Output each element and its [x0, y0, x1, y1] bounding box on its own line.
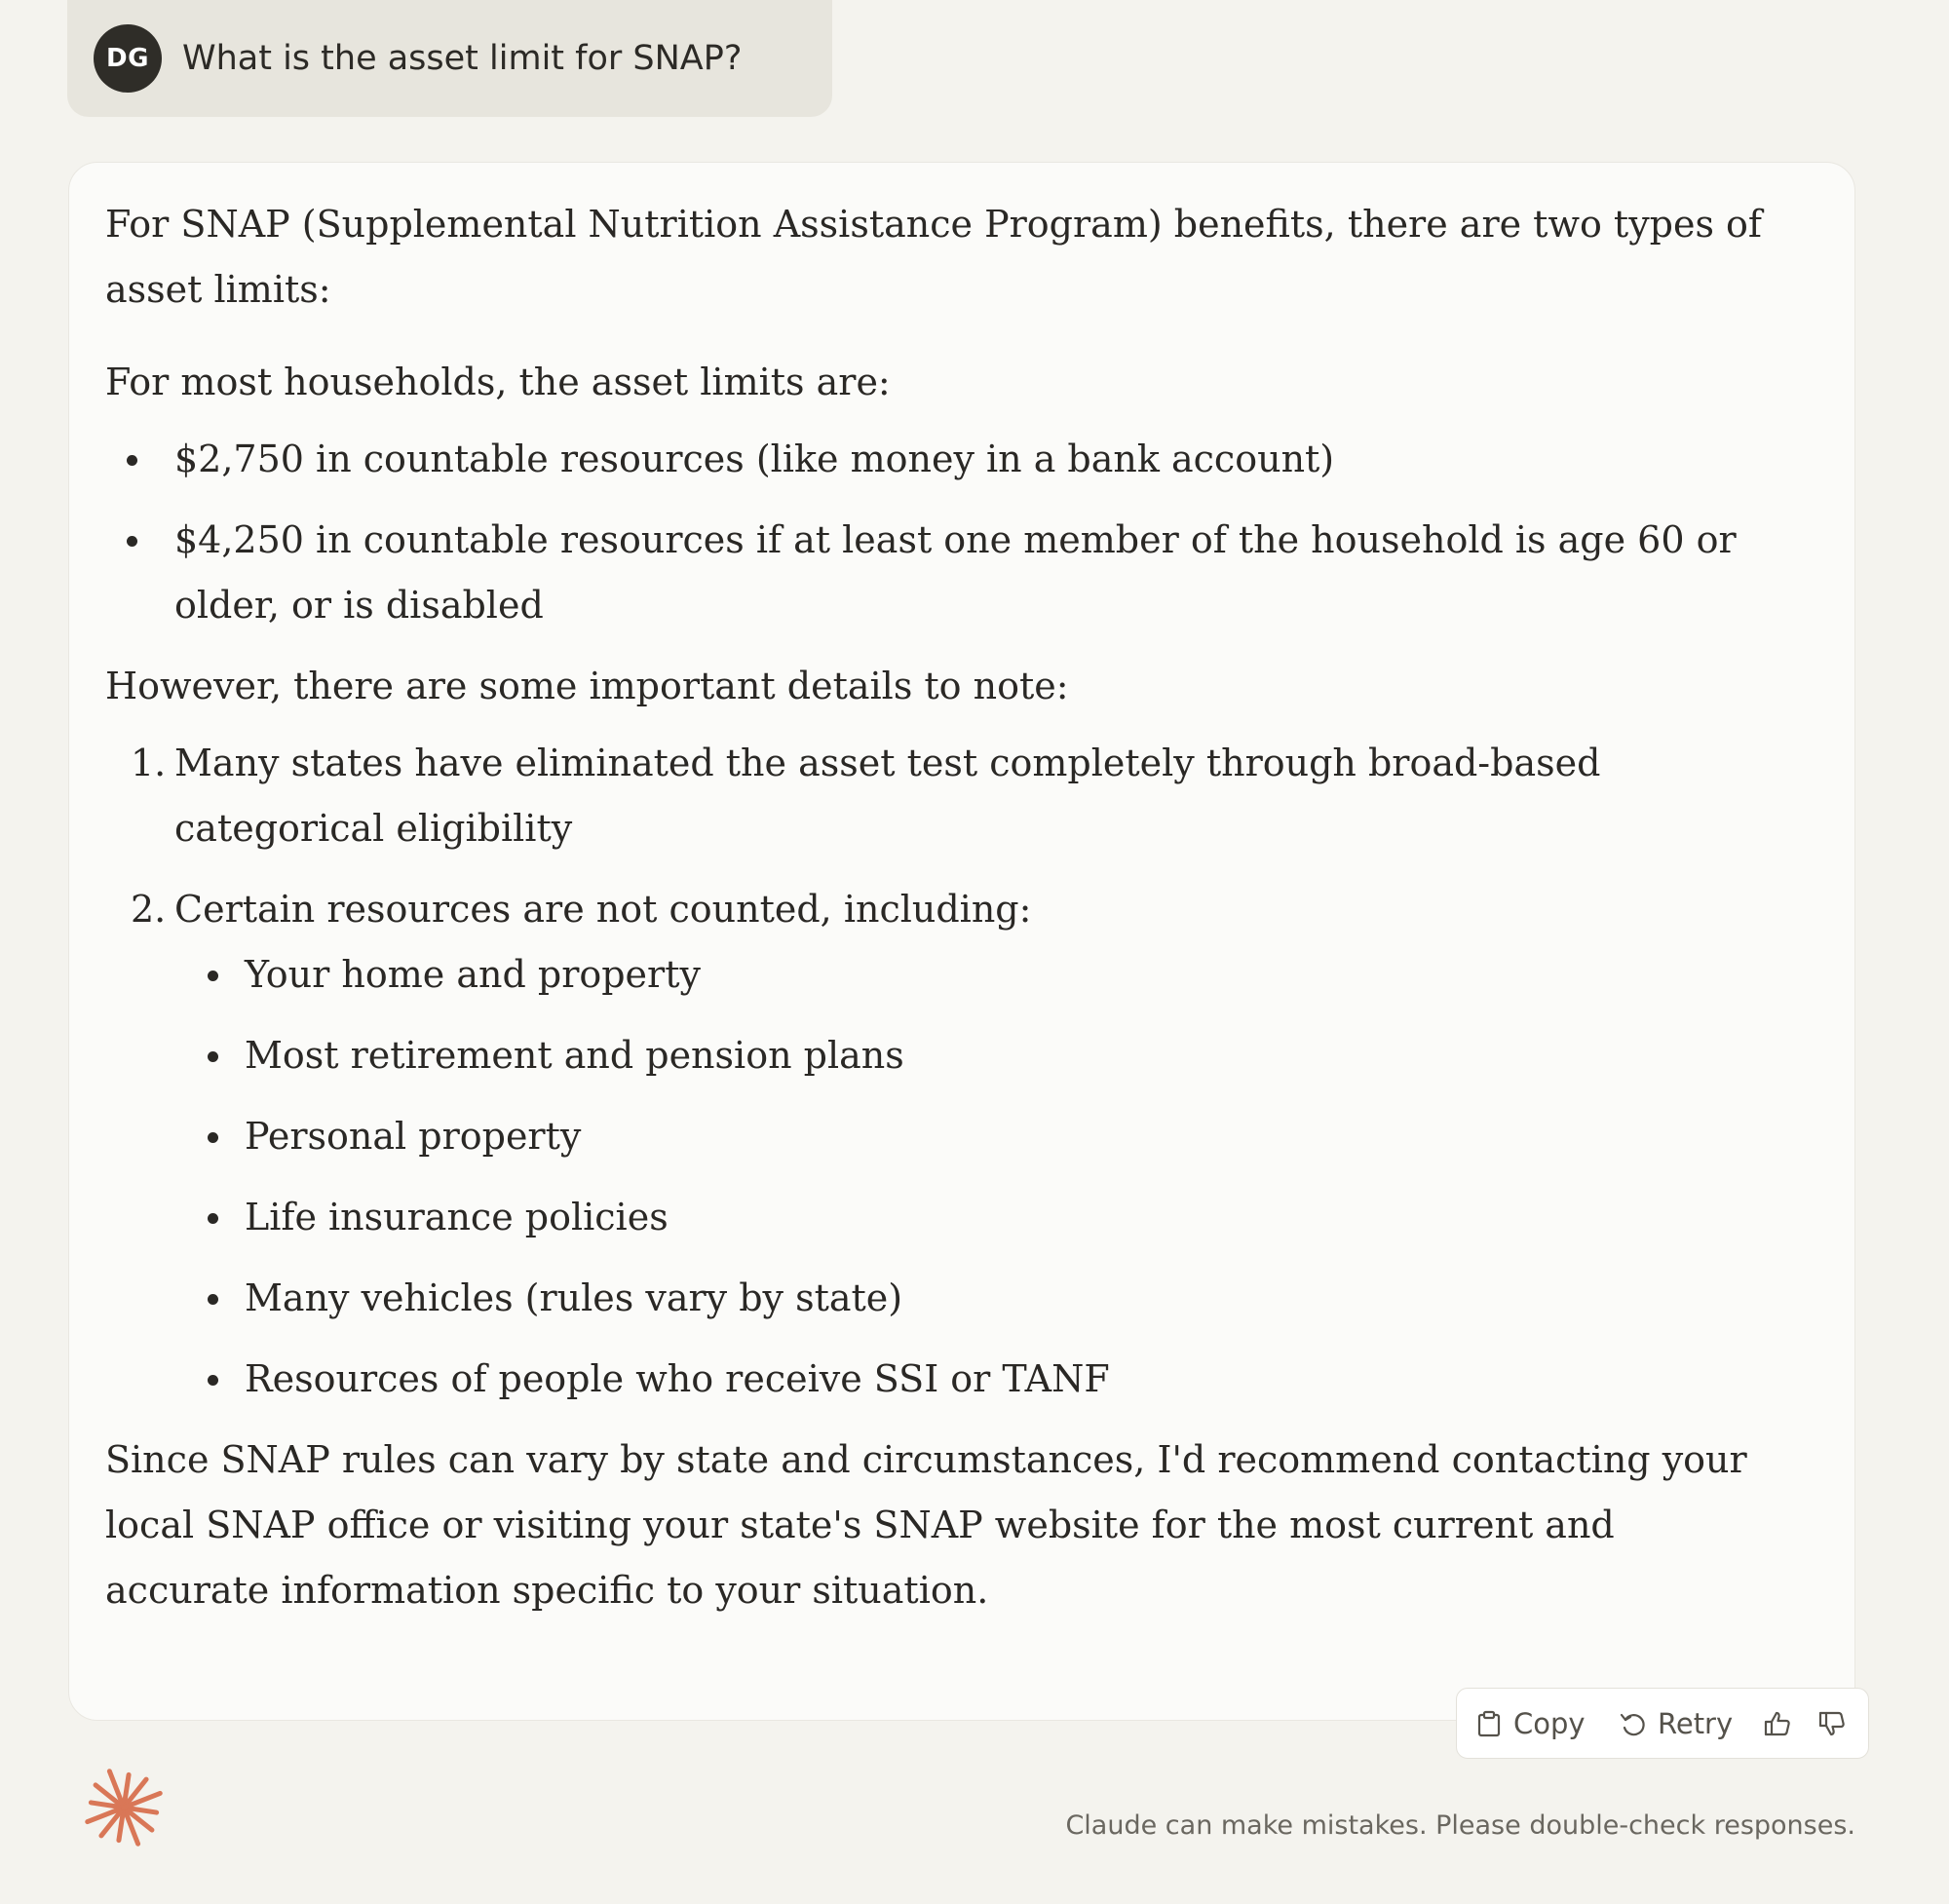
assistant-reply [68, 162, 1855, 1721]
list-item: Life insurance policies [174, 1185, 1781, 1250]
not-counted-list [174, 942, 1781, 1412]
list-item: Personal property [174, 1104, 1781, 1169]
list-number: 1. [131, 742, 167, 784]
copy-button[interactable] [1476, 1689, 1586, 1758]
list-item: Most retirement and pension plans [174, 1023, 1781, 1088]
list-item: Many vehicles (rules vary by state) [174, 1266, 1781, 1331]
clipboard-icon [1476, 1710, 1502, 1737]
list-item [105, 877, 1781, 1412]
copy-label: Copy [1513, 1706, 1586, 1740]
list-item [105, 731, 1781, 861]
list-item: Resources of people who receive SSI or TANF [174, 1347, 1781, 1412]
retry-button[interactable] [1619, 1689, 1733, 1758]
retry-label: Retry [1658, 1706, 1734, 1740]
user-message-text: What is the asset limit for SNAP? [182, 39, 743, 78]
list-item: $4,250 in countable resources if at least one member of the household is age 60 or older, or is disabled [105, 508, 1781, 638]
claude-logo-icon [82, 1766, 166, 1849]
thumbs-down-button[interactable] [1817, 1689, 1847, 1758]
list-item-text: Many states have eliminated the asset test completely through broad-based categorical eligibility [174, 742, 1601, 850]
list-item: Your home and property [174, 942, 1781, 1008]
thumbs-up-button[interactable] [1763, 1689, 1792, 1758]
list-number: 2. [131, 888, 167, 931]
reply-content [105, 192, 1781, 1623]
thumbs-down-icon [1817, 1709, 1847, 1738]
reply-closing: Since SNAP rules can vary by state and circumstances, I'd recommend contacting your local SNAP office or visiting your state's SNAP website for the most current and accurate information specific to your situation. [105, 1438, 1747, 1612]
list-item-text: Certain resources are not counted, including: [174, 888, 1032, 931]
details-list [105, 731, 1781, 1412]
disclaimer-text: Claude can make mistakes. Please double-check responses. [1065, 1810, 1855, 1841]
reply-however: However, there are some important details to note: [105, 665, 1069, 707]
thumbs-up-icon [1763, 1709, 1792, 1738]
user-message [67, 0, 832, 117]
list-item: $2,750 in countable resources (like money in a bank account) [105, 427, 1781, 492]
message-actions [1456, 1688, 1869, 1759]
reply-intro: For SNAP (Supplemental Nutrition Assistance Program) benefits, there are two types of asset limits: [105, 203, 1762, 311]
reply-most-households: For most households, the asset limits are: [105, 361, 891, 403]
asset-limits-list [105, 427, 1781, 638]
avatar[interactable]: DG [94, 24, 162, 93]
retry-icon [1619, 1710, 1648, 1737]
